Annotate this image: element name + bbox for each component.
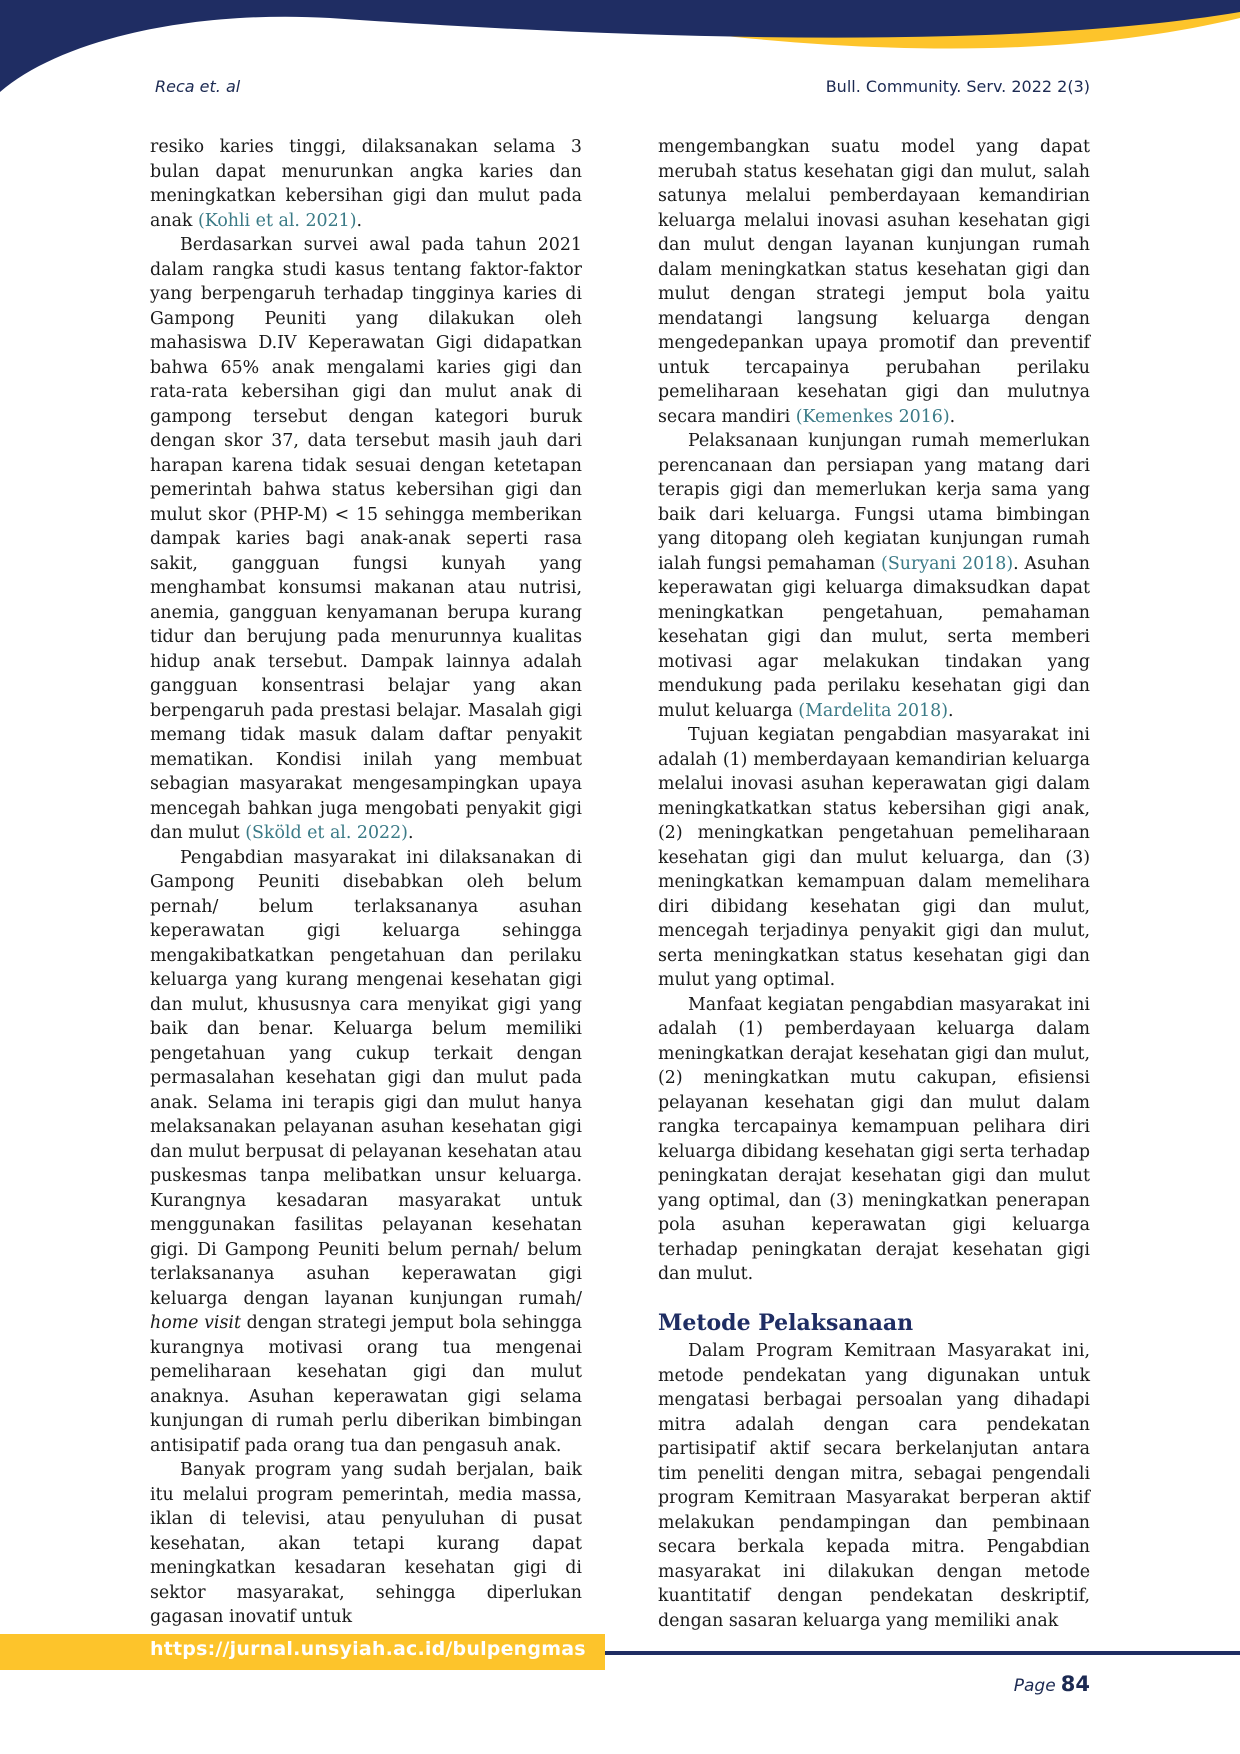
footer-url-link[interactable]: https://jurnal.unsyiah.ac.id/bulpengmas xyxy=(150,1638,586,1660)
paragraph: resiko karies tinggi, dilaksanakan selama 3 bulan dapat menurunkan angka karies dan meningkatkan kebersihan gigi dan mulut pada anak (Kohli et al. 2021). xyxy=(150,137,582,231)
left-column xyxy=(150,135,582,1630)
citation-link[interactable]: (Mardelita 2018) xyxy=(798,700,949,721)
right-column xyxy=(658,135,1090,1633)
running-head-journal: Bull. Community. Serv. 2022 2(3) xyxy=(825,77,1090,96)
paragraph: Manfaat kegiatan pengabdian masyarakat ini adalah (1) pemberdayaan keluarga dalam meningkatkan derajat kesehatan gigi dan mulut, (2) meningkatkan mutu cakupan, efisiensi pelayanan kesehatan gigi dan mulut dalam rangka tercapainya kemampuan pelihara diri keluarga dibidang kesehatan gigi serta terhadap peningkatan derajat kesehatan gigi dan mulut yang optimal, dan (3) meningkatkan penerapan pola asuhan keperawatan gigi keluarga terhadap peningkatan derajat kesehatan gigi dan mulut. xyxy=(658,994,1090,1284)
italic-term: home visit xyxy=(150,1313,241,1333)
section-heading: Metode Pelaksanaan xyxy=(658,1309,914,1336)
page-number xyxy=(1014,1672,1090,1696)
paragraph: Dalam Program Kemitraan Masyarakat ini, metode pendekatan yang digunakan untuk mengatasi berbagai persoalan yang dihadapi mitra adalah dengan cara pendekatan partisipatif aktif secara berkelanjutan antara tim peneliti dengan mitra, sebagai pengendali program Kemitraan Masyarakat berperan aktif melakukan pendampingan dan pembinaan secara berkala kepada mitra. Pengabdian masyarakat ini dilakukan dengan metode kuantitatif dengan pendekatan deskriptif, dengan sasaran keluarga yang memiliki anak xyxy=(658,1341,1090,1631)
header-decoration xyxy=(0,0,1240,120)
footer-line xyxy=(605,1651,1240,1655)
paragraph: Pengabdian masyarakat ini dilaksanakan di Gampong Peuniti disebabkan oleh belum pernah/ belum terlaksananya asuhan keperawatan gigi keluarga sehingga mengakibatkatkan pengetahuan dan perilaku keluarga yang kurang mengenai kesehatan gigi dan mulut, khususnya cara menyikat gigi yang baik dan benar. Keluarga belum memiliki pengetahuan yang cukup terkait dengan permasalahan kesehatan gigi dan mulut pada anak. Selama ini terapis gigi dan mulut hanya melaksanakan pelayanan asuhan kesehatan gigi dan mulut berpusat di pelayanan kesehatan atau puskesmas tanpa melibatkan unsur keluarga. Kurangnya kesadaran masyarakat untuk menggunakan fasilitas pelayanan kesehatan gigi. Di Gampong Peuniti belum pernah/ belum terlaksananya asuhan keperawatan gigi keluarga dengan layanan kunjungan rumah/ home visit dengan strategi jemput bola sehingga kurangnya motivasi orang tua mengenai pemeliharaan kesehatan gigi dan mulut anaknya. Asuhan keperawatan gigi selama kunjungan di rumah perlu diberikan bimbingan antisipatif pada orang tua dan pengasuh anak. xyxy=(150,847,583,1456)
paragraph: Banyak program yang sudah berjalan, baik itu melalui program pemerintah, media massa, iklan di televisi, atau penyuluhan di pusat kesehatan, akan tetapi kurang dapat meningkatkan kesadaran kesehatan gigi di sektor masyarakat, sehingga diperlukan gagasan inovatif untuk xyxy=(150,1460,582,1627)
page-label: Page xyxy=(1013,1676,1056,1696)
paragraph: Berdasarkan survei awal pada tahun 2021 dalam rangka studi kasus tentang faktor-faktor yang berpengaruh terhadap tingginya karies di Gampong Peuniti yang dilakukan oleh mahasiswa D.IV Keperawatan Gigi didapatkan bahwa 65% anak mengalami karies gigi dan rata-rata kebersihan gigi dan mulut anak di gampong tersebut dengan kategori buruk dengan skor 37, data tersebut masih jauh dari harapan karena tidak sesuai dengan ketetapan pemerintah bahwa status kebersihan gigi dan mulut skor (PHP-M) < 15 sehingga memberikan dampak karies bagi anak-anak seperti rasa sakit, gangguan fungsi kunyah yang menghambat konsumsi makanan atau nutrisi, anemia, gangguan kenyamanan berupa kurang tidur dan berujung pada menurunnya kualitas hidup anak tersebut. Dampak lainnya adalah gangguan konsentrasi belajar yang akan berpengaruh pada prestasi belajar. Masalah gigi memang tidak masuk dalam daftar penyakit mematikan. Kondisi inilah yang membuat sebagian masyarakat mengesampingkan upaya mencegah bahkan juga mengobati penyakit gigi dan mulut (Sköld et al. 2022). xyxy=(150,235,582,843)
citation-link[interactable]: (Kohli et al. 2021) xyxy=(198,210,357,231)
page-number-value: 84 xyxy=(1060,1672,1090,1696)
citation-link[interactable]: (Sköld et al. 2022) xyxy=(245,823,408,843)
paragraph: mengembangkan suatu model yang dapat merubah status kesehatan gigi dan mulut, salah satunya melalui pemberdayaan kemandirian keluarga melalui inovasi asuhan kesehatan gigi dan mulut dengan layanan kunjungan rumah dalam meningkatkan status kesehatan gigi dan mulut dengan strategi jemput bola yaitu mendatangi langsung keluarga dengan mengedepankan upaya promotif dan preventif untuk tercapainya perubahan perilaku pemeliharaan kesehatan gigi dan mulutnya secara mandiri (Kemenkes 2016). xyxy=(658,137,1090,427)
citation-link[interactable]: (Kemenkes 2016) xyxy=(795,406,950,427)
citation-link[interactable]: (Suryani 2018) xyxy=(881,553,1014,574)
paragraph: Pelaksanaan kunjungan rumah memerlukan perencanaan dan persiapan yang matang dari terapis gigi dan memerlukan kerja sama yang baik dari keluarga. Fungsi utama bimbingan yang ditopang oleh kegiatan kunjungan rumah ialah fungsi pemahaman (Suryani 2018). Asuhan keperawatan gigi keluarga dimaksudkan dapat meningkatkan pengetahuan, pemahaman kesehatan gigi dan mulut, serta memberi motivasi agar melakukan tindakan yang mendukung pada perilaku kesehatan gigi dan mulut keluarga (Mardelita 2018). xyxy=(658,431,1090,721)
paragraph: Tujuan kegiatan pengabdian masyarakat ini adalah (1) memberdayaan kemandirian keluarga melalui inovasi asuhan keperawatan gigi dalam meningkatkatkan status kebersihan gigi anak, (2) meningkatkan pengetahuan pemeliharaan kesehatan gigi dan mulut keluarga, dan (3) meningkatkan kemampuan dalam memelihara diri dibidang kesehatan gigi dan mulut, mencegah terjadinya penyakit gigi dan mulut, serta meningkatkan status kesehatan gigi dan mulut yang optimal. xyxy=(658,725,1090,990)
running-head-authors: Reca et. al xyxy=(155,77,241,96)
